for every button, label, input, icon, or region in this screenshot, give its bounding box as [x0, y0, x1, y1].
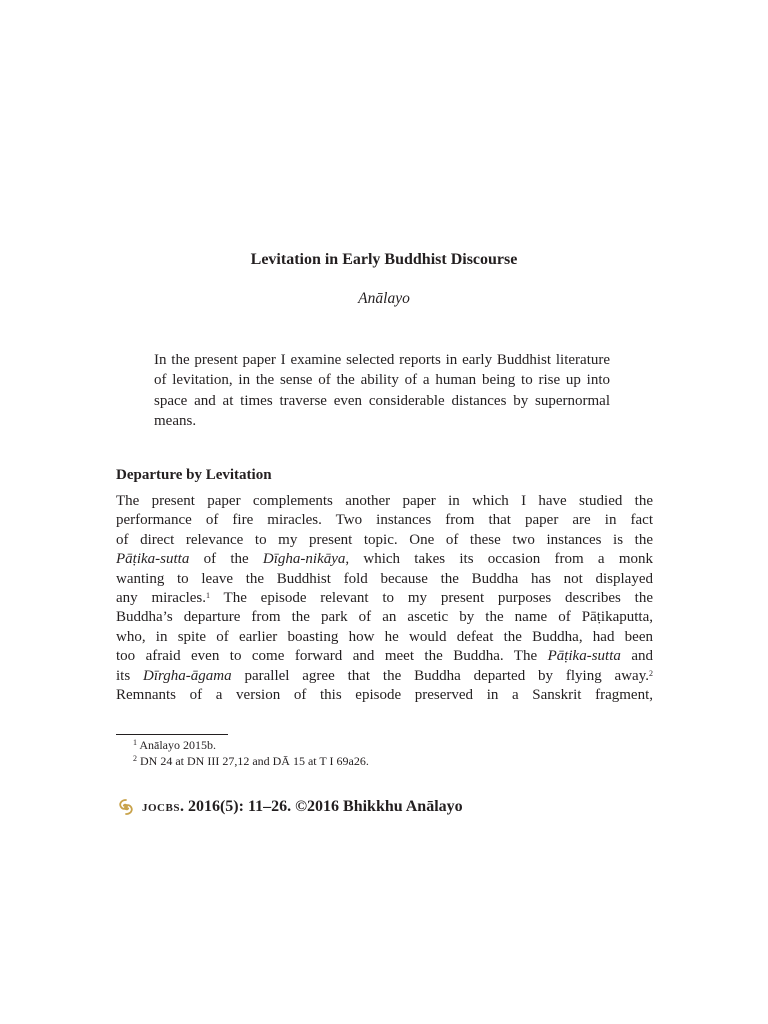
body-line: Pāṭika-sutta of the Dīgha-nikāya, which takes its occasion from a monk	[116, 551, 653, 568]
body-line: its Dīrgha-āgama parallel agree that the Buddha departed by flying away.$^2$	[116, 667, 653, 684]
footnote-ref[interactable]: 2	[649, 668, 653, 678]
spiral-logo-icon	[116, 797, 136, 817]
sutta-title: Pāṭika-sutta	[116, 551, 190, 568]
body-line: wanting to leave the Buddhist fold because the Buddha has not displayed	[116, 570, 653, 587]
collection-title: Dīgha-nikāya	[262, 551, 346, 568]
journal-name: jocbs	[142, 798, 180, 815]
footnote: $^2$ DN 24 at DN III 27,12 and DĀ 15 at T I 69a26.	[133, 753, 369, 768]
abstract-line: by supernormal means.	[154, 392, 611, 429]
body-line: Buddha’s departure from the park of an ascetic by the name of Pāṭikaputta,	[116, 609, 653, 626]
journal-citation	[116, 797, 463, 817]
paper-title: Levitation in Early Buddhist Discourse	[250, 251, 518, 268]
abstract-line: literature of levitation, in the sense of the ability of a human being to	[154, 352, 611, 389]
footnote: $^1$ Anālayo 2015b.	[133, 738, 216, 752]
abstract-line: rise up into space and at times traverse even considerable distances	[154, 372, 611, 409]
footnotes	[133, 738, 369, 769]
agama-title: Dīrgha-āgama	[143, 667, 232, 684]
abstract-line: In the present paper I examine selected reports in early Buddhist	[154, 352, 552, 368]
body-line: The present paper complements another paper in which I have studied the	[116, 493, 653, 509]
sutta-title: Pāṭika-sutta	[547, 648, 621, 665]
body-line: any miracles.$^1$ The episode relevant to my present purposes describes the	[116, 589, 653, 606]
footnote-ref[interactable]: 1	[206, 590, 211, 600]
footnote-number: 1	[133, 738, 137, 747]
body-line: too afraid even to come forward and meet the Buddha. The Pāṭika-sutta and	[116, 648, 653, 665]
body-line: Remnants of a version of this episode preserved in a Sanskrit fragment,	[116, 686, 653, 703]
footnote-divider	[116, 734, 228, 735]
body-text	[116, 492, 653, 705]
section-heading: Departure by Levitation	[116, 467, 272, 483]
body-line: performance of fire miracles. Two instances from that paper are in fact	[116, 512, 653, 529]
body-line: of direct relevance to my present topic. One of these two instances is the	[116, 531, 653, 548]
body-line: who, in spite of earlier boasting how he would defeat the Buddha, had been	[116, 628, 653, 645]
footnote-number: 2	[133, 753, 137, 763]
author-name: Anālayo	[358, 290, 410, 307]
journal-issue: . 2016(5): 11–26. ©2016 Bhikkhu Anālayo	[179, 798, 463, 815]
abstract	[154, 350, 610, 431]
